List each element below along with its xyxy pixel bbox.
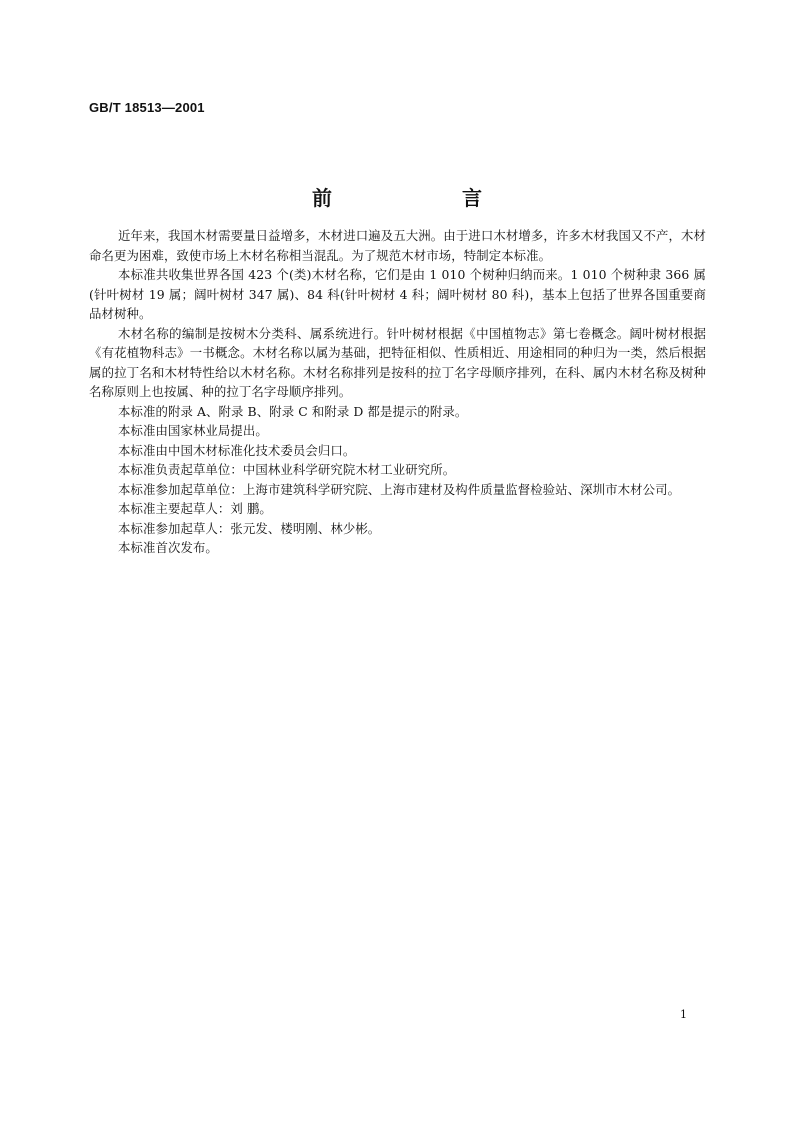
paragraph-proposer: 本标准由国家林业局提出。: [118, 423, 268, 438]
page-number: 1: [680, 1008, 687, 1021]
foreword-body: [89, 226, 706, 558]
paragraph-main-drafter: 本标准主要起草人：刘 鹏。: [118, 501, 272, 516]
paragraph-lead-drafter-unit: 本标准负责起草单位：中国林业科学研究院木材工业研究所。: [118, 462, 456, 477]
paragraph-compilation: 木材名称的编制是按树木分类科、属系统进行。针叶树材根据《中国植物志》第七卷概念。阔叶树材根据《有花植物科志》一书概念。木材名称以属为基础，把特征相似、性质相近、用途相同的种归为一类，然后根据属的拉丁名和木材特性给以木材名称。木材名称排列是按科的拉丁名字母顺序排列，在科、属内木材名称及树种名称原则上也按属、种的拉丁名字母顺序排列。: [89, 325, 706, 399]
paragraph-participating-units: 本标准参加起草单位：上海市建筑科学研究院、上海市建材及构件质量监督检验站、深圳市木材公司。: [118, 481, 681, 497]
paragraph-scope: 本标准共收集世界各国 423 个(类)木材名称，它们是由 1 010 个树种归纳而来。1 010 个树种隶 366 属(针叶树材 19 属；阔叶树材 347 属)、84 科(针叶树材 4 科；阔叶树材 80 科)，基本上包括了世界各国重要商品材树种。: [89, 267, 706, 321]
standard-code: GB/T 18513—2001: [89, 100, 205, 115]
paragraph-background: 近年来，我国木材需要量日益增多，木材进口遍及五大洲。由于进口木材增多，许多木材我国又不产，木材命名更为困难，致使市场上木材名称相当混乱。为了规范木材市场，特制定本标准。: [89, 228, 706, 263]
paragraph-first-release: 本标准首次发布。: [118, 540, 218, 555]
paragraph-participating-drafters: 本标准参加起草人：张元发、楼明刚、林少彬。: [118, 520, 381, 536]
paragraph-committee: 本标准由中国木材标准化技术委员会归口。: [118, 442, 356, 458]
paragraph-appendices: 本标准的附录 A、附录 B、附录 C 和附录 D 都是提示的附录。: [118, 403, 468, 419]
page-title: 前 言: [312, 186, 512, 210]
